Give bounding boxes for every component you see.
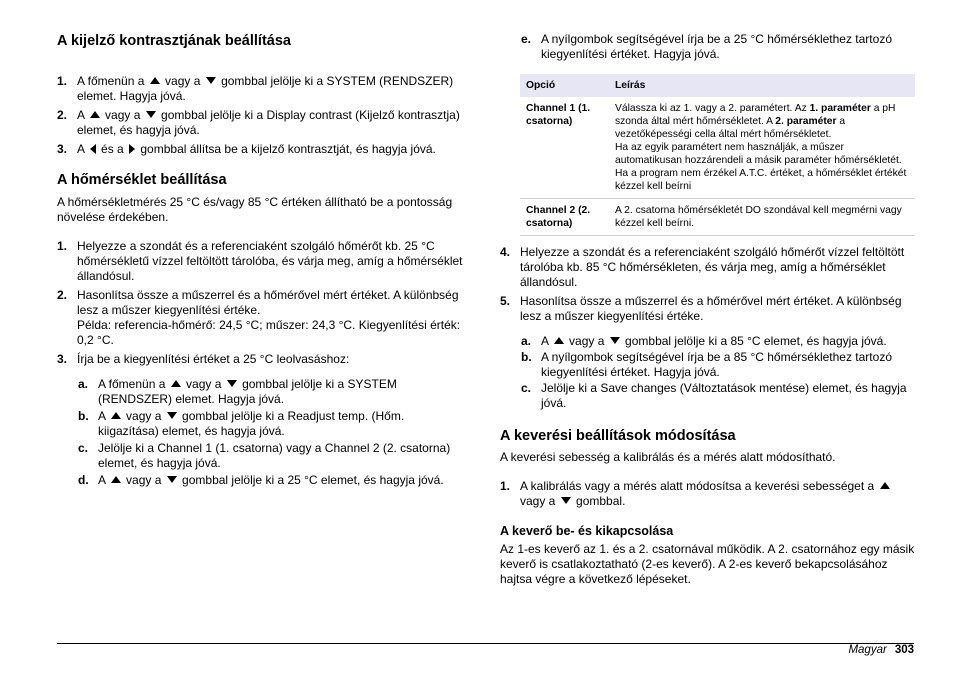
up-arrow-icon	[111, 476, 121, 483]
contrast-step-1: 1. A főmenün a vagy a gombbal jelölje ki a SYSTEM (RENDSZER) elemet. Hagyja jóvá.	[57, 74, 454, 103]
up-arrow-icon	[171, 380, 181, 387]
table-cell-option: Channel 2 (2. csatorna)	[520, 199, 609, 236]
up-arrow-icon	[150, 77, 160, 84]
stirring-intro: A keverési sebesség a kalibrálás és a mérés alatt módosítható.	[500, 450, 836, 464]
contrast-heading: A kijelző kontrasztjának beállítása	[57, 33, 291, 49]
substep-d: d. A vagy a gombbal jelölje ki a 25 °C elemet, és hagyja jóvá.	[78, 473, 444, 487]
down-arrow-icon	[167, 412, 177, 419]
up-arrow-icon	[554, 337, 564, 344]
down-arrow-icon	[561, 497, 571, 504]
substep-a: a. A főmenün a vagy a gombbal jelölje ki a SYSTEM (RENDSZER) elemet. Hagyja jóvá.	[78, 377, 397, 406]
temperature-step-2: 2. Hasonlítsa össze a műszerrel és a hőmérővel mért értéket. A különbség lesz a műszer kiegyenlítési értéke. Példa: referencia-hőmérő: 24,5 °C; műszer: 24,3 °C. Kiegyenlítési érték: 0,2 °C.	[57, 288, 461, 347]
up-arrow-icon	[90, 111, 100, 118]
substep-e: e. A nyílgombok segítségével írja be a 25 °C hőmérséklethez tartozó kiegyenlítési értéket. Hagyja jóvá.	[521, 32, 892, 61]
stirrer-subheading: A keverő be- és kikapcsolása	[500, 524, 674, 538]
right-column	[500, 32, 915, 587]
substep-5b: b. A nyílgombok segítségével írja be a 85 °C hőmérséklethez tartozó kiegyenlítési értéket. Hagyja jóvá.	[521, 350, 892, 379]
stirring-heading: A keverési beállítások módosítása	[500, 428, 736, 444]
left-column	[57, 32, 467, 488]
table-cell-description: A 2. csatorna hőmérsékletét DO szondával kell megmérni vagy kézzel kell beírni.	[609, 199, 915, 236]
footer-language: Magyar	[848, 644, 887, 656]
substep-5c: c. Jelölje ki a Save changes (Változtatások mentése) elemet, és hagyja jóvá.	[521, 381, 907, 410]
contrast-step-2: 2. A vagy a gombbal jelölje ki a Display contrast (Kijelző kontrasztja) elemet, és hagyja jóvá.	[57, 108, 460, 137]
temperature-step-3: 3. Írja be a kiegyenlítési értéket a 25 °C leolvasáshoz:	[57, 352, 350, 366]
substep-c: c. Jelölje ki a Channel 1 (1. csatorna) vagy a Channel 2 (2. csatorna) elemet, és hagyja jóvá.	[78, 441, 451, 470]
temperature-step-1: 1. Helyezze a szondát és a referenciaként szolgáló hőmérőt kb. 25 °C hőmérsékletű vízzel feltöltött tárolóba, és várja meg, amíg a hőmérséklet állandósul.	[57, 239, 463, 283]
temperature-heading: A hőmérséklet beállítása	[57, 172, 227, 188]
left-arrow-icon	[90, 144, 96, 154]
table-header-description: Leírás	[609, 74, 915, 97]
footer-divider	[57, 643, 914, 644]
stirrer-text: Az 1-es keverő az 1. és a 2. csatornával működik. A 2. csatornához egy másik keverő is csatlakoztatható (2-es keverő). A 2-es keverő bekapcsolásához hajtsa végre a következő lépéseket.	[500, 542, 915, 586]
temperature-intro: A hőmérsékletmérés 25 °C és/vagy 85 °C értéken állítható be a pontosság növelése érdekében.	[57, 195, 453, 224]
example-text: Példa: referencia-hőmérő: 24,5 °C; műszer: 24,3 °C. Kiegyenlítési érték: 0,2 °C.	[77, 318, 461, 347]
up-arrow-icon	[111, 412, 121, 419]
up-arrow-icon	[880, 482, 890, 489]
footer	[848, 643, 914, 657]
stirring-step-1: 1. A kalibrálás vagy a mérés alatt módosítsa a keverési sebességet a vagy a gombbal.	[500, 479, 915, 509]
down-arrow-icon	[610, 337, 620, 344]
substep-5a: a. A vagy a gombbal jelölje ki a 85 °C elemet, és hagyja jóvá.	[521, 334, 887, 348]
down-arrow-icon	[167, 476, 177, 483]
table-header-row	[520, 74, 915, 97]
table-row	[520, 199, 915, 236]
down-arrow-icon	[206, 77, 216, 84]
temperature-step-5: 5. Hasonlítsa össze a műszerrel és a hőmérővel mért értéket. A különbség lesz a műszer kiegyenlítési értéke.	[500, 294, 902, 323]
right-arrow-icon	[129, 144, 135, 154]
substep-b: b. A vagy a gombbal jelölje ki a Readjust temp. (Hőm. kiigazítása) elemet, és hagyja jóvá.	[78, 409, 405, 438]
table-cell-description: Válassza ki az 1. vagy a 2. paramétert. Az 1. paraméter a pH szonda által mért hőmérsékletet. A 2. paraméter a vezetőképességi cella által mért hőmérsékletet. Ha az egyik paramétert nem használják, a műszer automatikusan hozzárendeli a másik paraméter hőmérsékletét. Ha a program nem érzékel A.T.C. értéket, a hőmérséklet értékét kézzel kell beírni	[609, 97, 915, 199]
table-row	[520, 97, 915, 199]
table-cell-option: Channel 1 (1. csatorna)	[520, 97, 609, 199]
down-arrow-icon	[146, 111, 156, 118]
contrast-step-3: 3. A és a gombbal állítsa be a kijelző kontrasztját, és hagyja jóvá.	[57, 142, 436, 156]
table-header-option: Opció	[520, 74, 609, 97]
channel-options-table	[520, 74, 915, 236]
temperature-step-4: 4. Helyezze a szondát és a referenciaként szolgáló hőmérőt vízzel feltöltött tárolóba kb. 85 °C hőmérsékleten, és várja meg, amíg a hőmérséklet állandósul.	[500, 245, 905, 289]
down-arrow-icon	[227, 380, 237, 387]
page-number: 303	[894, 644, 914, 656]
